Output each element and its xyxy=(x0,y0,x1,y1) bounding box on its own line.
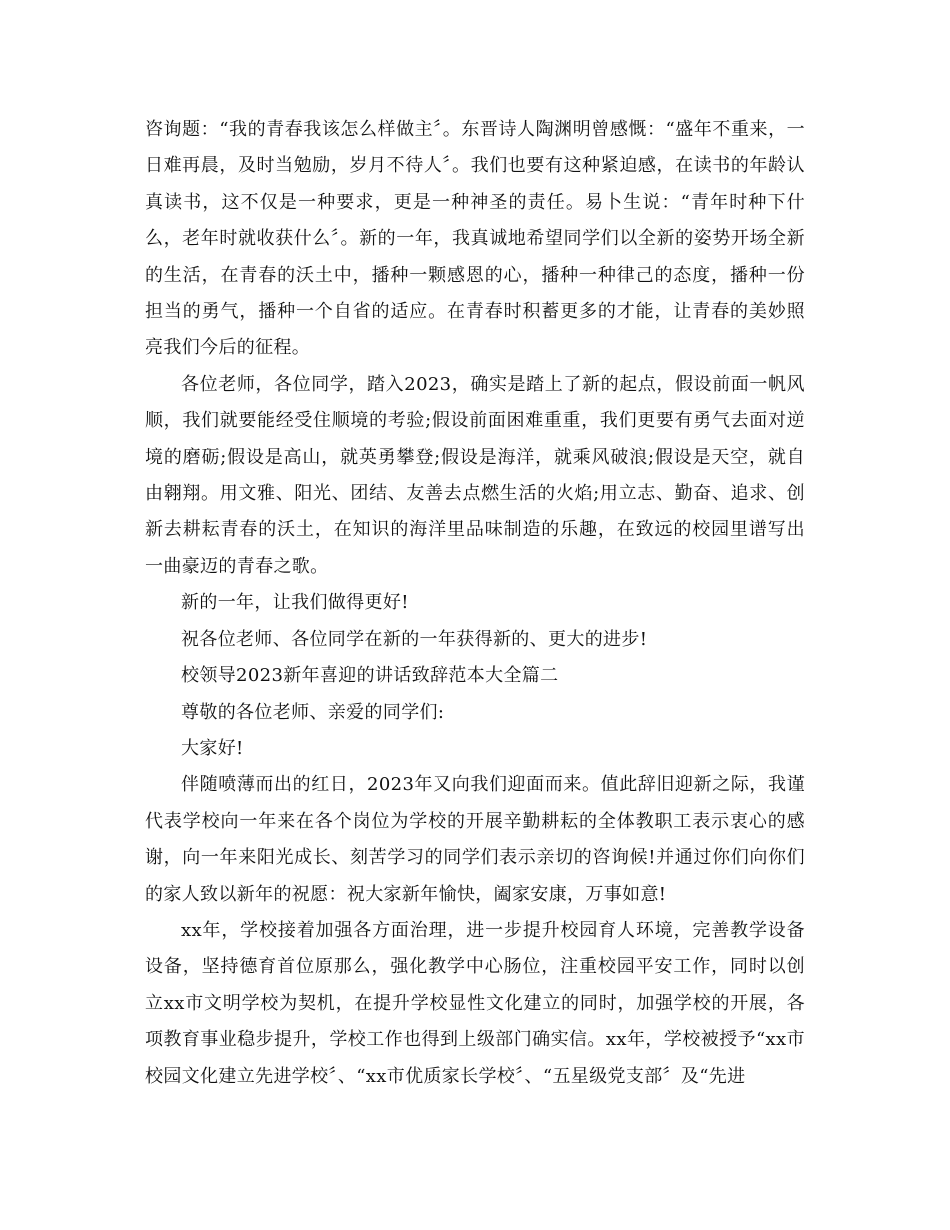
salutation: 尊敬的各位老师、亲爱的同学们: xyxy=(181,701,445,723)
paragraph-3: 新的一年，让我们做得更好! xyxy=(181,592,409,614)
paragraph-2: 各位老师，各位同学，踏入2023，确实是踏上了新的起点，假设前面一帆风顺，我们就要能经受住顺境的考验;假设前面困难重重，我们更要有勇气去面对逆境的磨砺;假设是高山，就英勇攀登;假设是海洋，就乘风破浪;假设是天空，就自由翱翔。用文雅、阳光、团结、友善去点燃生活的火焰;用立志、勤奋、追求、创新去耕耘青春的沃土，在知识的海洋里品味制造的乐趣，在致远的校园里谱写出一曲豪迈的青春之歌。 xyxy=(145,373,805,577)
greeting: 大家好! xyxy=(181,737,244,759)
paragraph-8: 伴随喷薄而出的红日，2023年又向我们迎面而来。值此辞旧迎新之际，我谨代表学校向一年来在各个岗位为学校的开展辛勤耕耘的全体教职工表示衷心的感谢，向一年来阳光成长、刻苦学习的同学们表示亲切的咨询候!并通过你们向你们的家人致以新年的祝愿：祝大家新年愉快，阖家安康，万事如意! xyxy=(145,774,805,905)
section-heading: 校领导2023新年喜迎的讲话致辞范本大全篇二 xyxy=(181,665,559,687)
paragraph-9: xx年，学校接着加强各方面治理，进一步提升校园育人环境，完善教学设备设备，坚持德育首位原那么，强化教学中心肠位，注重校园平安工作，同时以创立xx市文明学校为契机，在提升学校显性文化建立的同时，加强学校的开展，各项教育事业稳步提升，学校工作也得到上级部门确实信。xx年，学校被授予“xx市校园文化建立先进学校〞、“xx市优质家长学校〞、“五星级党支部〞及“先进 xyxy=(145,919,805,1087)
paragraph-1: 咨询题：“我的青春我该怎么样做主〞。东晋诗人陶渊明曾感慨：“盛年不重来，一日难再晨，及时当勉励，岁月不待人〞。我们也要有这种紧迫感，在读书的年龄认真读书，这不仅是一种要求，更是一种神圣的责任。易卜生说：“青年时种下什么，老年时就收获什么〞。新的一年，我真诚地希望同学们以全新的姿势开场全新的生活，在青春的沃土中，播种一颗感恩的心，播种一种律己的态度，播种一份担当的勇气，播种一个自省的适应。在青春时积蓄更多的才能，让青春的美妙照亮我们今后的征程。 xyxy=(145,119,805,359)
document-body xyxy=(145,112,805,1095)
paragraph-4: 祝各位老师、各位同学在新的一年获得新的、更大的进步! xyxy=(181,628,648,650)
